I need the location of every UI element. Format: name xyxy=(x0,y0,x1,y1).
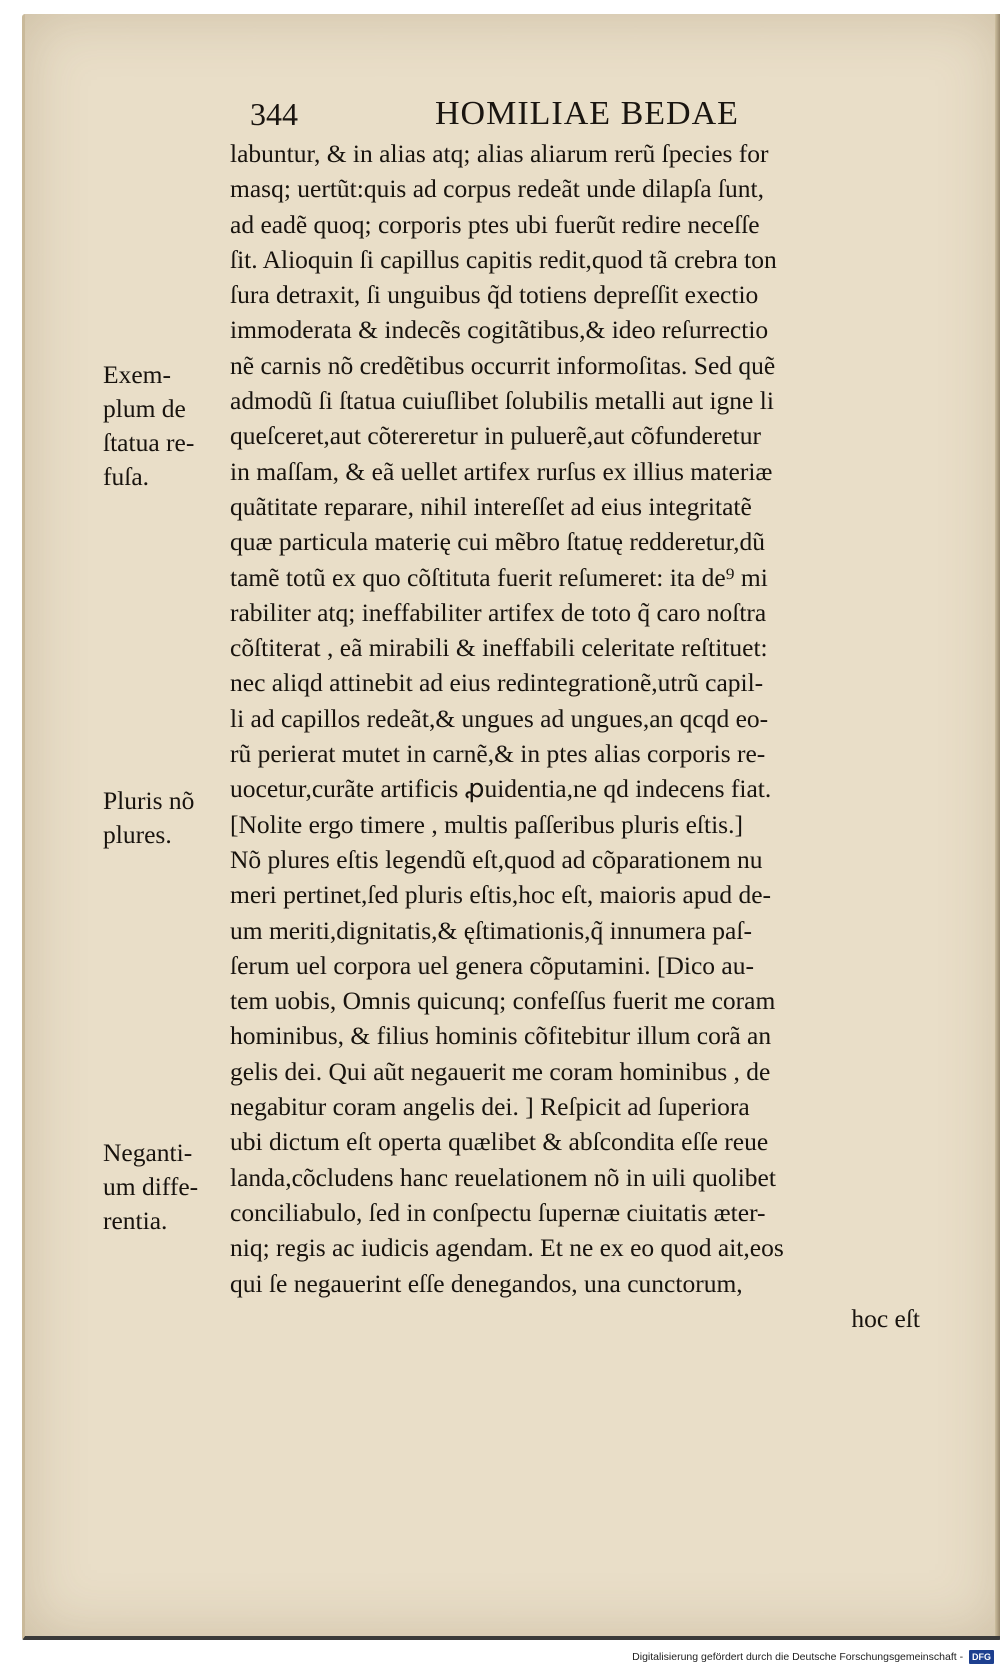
sidenote-line: plum de xyxy=(103,394,186,423)
text-line: hoc eſt xyxy=(851,1303,920,1333)
text-line: queſceret,aut cõtereretur in puluerẽ,aut cõfunderetur xyxy=(230,421,761,451)
text-line: um meriti,dignitatis,& ęſtimationis,q̃ innumera paſ- xyxy=(230,915,752,945)
sidenote-pluris xyxy=(103,784,228,852)
text-line: li ad capillos redeãt,& ungues ad ungues,an qcqd eo- xyxy=(230,703,769,733)
text-line: nec aliqd attinebit ad eius redintegrationẽ,utrũ capil- xyxy=(230,668,764,698)
text-line: quãtitate reparare, nihil intereſſet ad eius integritatẽ xyxy=(230,491,752,521)
text-line: niq; regis ac iudicis agendam. Et ne ex eo quod ait,eos xyxy=(230,1233,784,1263)
sidenote-line: plures. xyxy=(103,820,172,849)
text-line: meri pertinet,ſed pluris eſtis,hoc eſt, maioris apud de- xyxy=(230,880,772,910)
text-line: labuntur, & in alias atq; alias aliarum rerũ ſpecies for xyxy=(230,139,769,168)
text-line: qui ſe negauerint eſſe denegandos, una cunctorum, xyxy=(230,1268,743,1298)
text-line: ad eadẽ quoq; corporis ptes ubi fuerũt redire neceſſe xyxy=(230,209,760,239)
sidenote-line: Pluris nõ xyxy=(103,786,195,815)
text-line: rũ perierat mutet in carnẽ,& in ptes alias corporis re- xyxy=(230,739,766,769)
dfg-logo-icon: DFG xyxy=(969,1650,994,1664)
text-line: landa,cõcludens hanc reuelationem nõ in uili quolibet xyxy=(230,1162,776,1192)
text-line: cõſtiterat , eã mirabili & ineffabili celeritate reſtituet: xyxy=(230,633,768,663)
text-line: nẽ carnis nõ credẽtibus occurrit informoſitas. Sed quẽ xyxy=(230,350,776,380)
text-line: ſit. Alioquin ſi capillus capitis redit,quod tã crebra ton xyxy=(230,244,777,274)
text-line: Nõ plures eſtis legendũ eſt,quod ad cõparationem nu xyxy=(230,844,763,874)
text-line: [Nolite ergo timere , multis paſſeribus pluris eſtis.] xyxy=(230,809,743,839)
running-head xyxy=(250,92,850,136)
text-line: admodũ ſi ſtatua cuiuſlibet ſolubilis metalli aut igne li xyxy=(230,386,774,416)
sidenote-line: um diffe- xyxy=(103,1172,199,1201)
text-line: immoderata & indecẽs cogitãtibus,& ideo reſurrectio xyxy=(230,315,769,345)
text-line: negabitur coram angelis dei. ] Reſpicit ad ſuperiora xyxy=(230,1092,750,1122)
body-text xyxy=(230,136,920,1336)
text-line: hominibus, & filius hominis cõfitebitur illum corã an xyxy=(230,1021,772,1051)
sidenote-line: Exem- xyxy=(103,360,171,389)
page-edge xyxy=(995,14,1000,1636)
sidenote-statua xyxy=(103,358,228,494)
text-line: rabiliter atq; ineffabiliter artifex de toto q̃ caro noſtra xyxy=(230,597,767,627)
footer-credit xyxy=(632,1648,994,1666)
text-line: ſura detraxit, ſi unguibus q̃d totiens depreſſit exectio xyxy=(230,280,759,310)
sidenote-line: rentia. xyxy=(103,1206,168,1235)
running-head-title: HOMILIAE BEDAE xyxy=(435,95,739,132)
text-line: conciliabulo, ſed in conſpectu ſupernæ ciuitatis æter- xyxy=(230,1197,766,1227)
text-line: in maſſam, & eã uellet artifex rurſus ex illius materiæ xyxy=(230,456,773,486)
sidenote-negantium xyxy=(103,1136,228,1238)
sidenote-line: ſtatua re- xyxy=(103,428,195,457)
sidenote-line: fuſa. xyxy=(103,462,150,491)
text-line: gelis dei. Qui aũt negauerit me coram hominibus , de xyxy=(230,1056,771,1086)
text-line: uocetur,curãte artificis ꝓuidentia,ne qd indecens fiat. xyxy=(230,774,772,804)
sidenote-line: Neganti- xyxy=(103,1138,193,1167)
text-line: quæ particula materię cui mẽbro ſtatuę redderetur,dũ xyxy=(230,527,765,557)
text-line: tamẽ totũ ex quo cõſtituta fuerit reſumeret: ita de⁹ mi xyxy=(230,562,768,592)
page-number: 344 xyxy=(250,96,298,132)
text-line: masq; uertũt:quis ad corpus redeãt unde dilapſa ſunt, xyxy=(230,174,764,204)
text-line: ubi dictum eſt operta quælibet & abſcondita eſſe reue xyxy=(230,1127,769,1157)
text-line: tem uobis, Omnis quicunq; confeſſus fuerit me coram xyxy=(230,986,776,1016)
footer-credit-text: Digitalisierung gefördert durch die Deutsche Forschungsgemeinschaft - xyxy=(632,1651,964,1664)
text-line: ſerum uel corpora uel genera cõputamini. [Dico au- xyxy=(230,950,754,980)
